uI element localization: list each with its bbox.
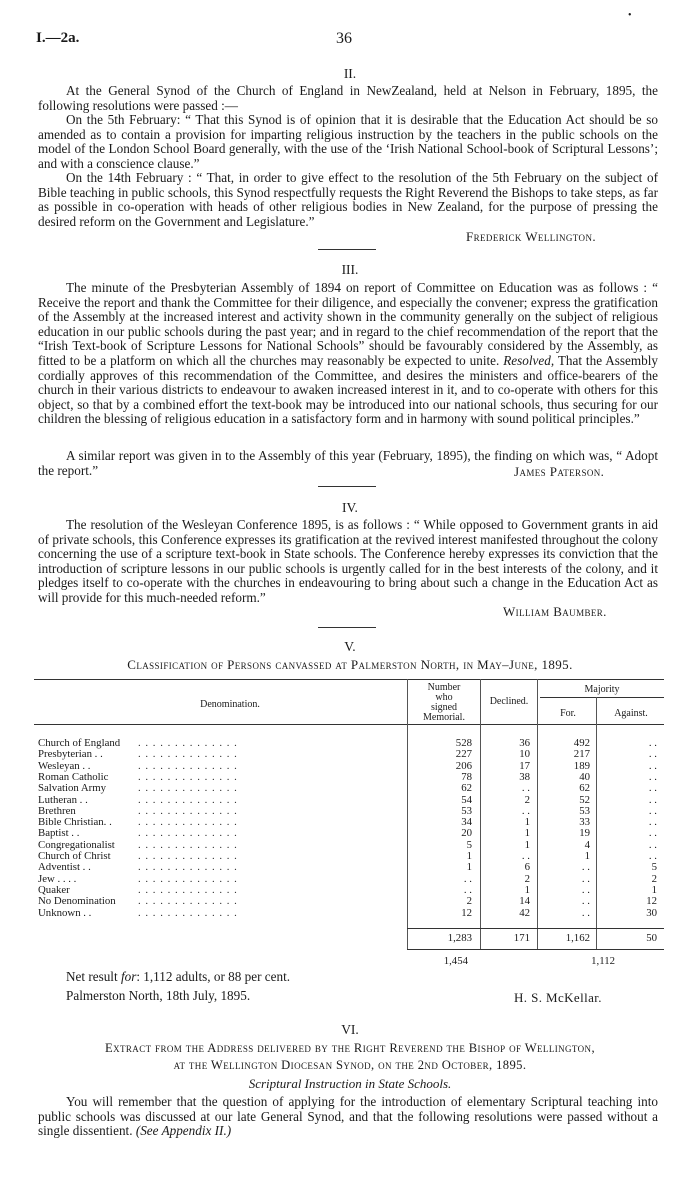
corner-mark: • (628, 10, 632, 21)
row-leader-dots: . . . . . . . . . . . . . . (138, 793, 238, 806)
row-denomination: Brethren (38, 804, 76, 817)
cell-against: 12 (646, 895, 657, 908)
col-divider (537, 679, 538, 949)
row-denomination: Church of England (38, 737, 121, 749)
section-iii-similar-report: A similar report was given in to the Assembly of this year (February, 1895), the finding on which was, “ Adopt the report.” (38, 448, 658, 478)
cell-signed: 227 (455, 748, 472, 761)
row-leader-dots: . . . . . . . . . . . . . . (138, 770, 238, 783)
section-ii-resolution-14th: On the 14th February : “ That, in order to give effect to the resolution of the 5th February on the subject of Bible teaching in public schools, this Synod respectfully requests the Right Reverend the Bishops to take steps, as far as possible in co-operation with heads of other religious bodies in New Zealand, for the purpose of pressing the desired reform on the Government and Legislature.” (38, 170, 658, 229)
row-leader-dots: . . . . . . . . . . . . . . (138, 827, 238, 840)
section-vi-heading: VI. (341, 1022, 359, 1037)
cell-signed: 20 (461, 827, 472, 840)
row-denomination: Lutheran . . (38, 793, 88, 806)
section-ii-resolution-5th: On the 5th February: “ That this Synod is of opinion that it is desirable that the Education Act should be so amended as to contain a provision for imparting religious instruction by the teachers in the public schools on the model of the London School Board generally, with the use of the ‘Irish National School-book of Scriptural Lessons’; and with a conscience clause.” (38, 112, 658, 171)
section-divider (318, 627, 376, 628)
row-denomination: No Denomination (38, 895, 116, 908)
section-iv-heading: IV. (342, 500, 358, 515)
section-divider (318, 249, 376, 250)
cell-for: 40 (579, 770, 590, 783)
header-signed (410, 683, 478, 723)
address-subtitle: Scriptural Instruction in State Schools. (248, 1076, 452, 1091)
header-signed-line: Memorial. (423, 712, 465, 723)
cell-for: 1 (584, 850, 590, 862)
cell-for: . . (581, 895, 590, 908)
section-ii-heading: II. (343, 66, 357, 81)
cell-declined: . . (521, 782, 530, 795)
section-iii-minute-part1: The minute of the Presbyterian Assembly of 1894 on report of Committee on Education was as follows : “ Receive the report and thank the Committee for their diligence, and especially the convener; express the gratification of the Assembly at the increased interest and activity shown in the community generally on the subject of religious education in our public schools during the past year; and in regard to the chief recommendation of the report that the “Irish Text-book of Scripture Lessons for National Schools” should be favourably considered by the Assembly, as fitted to be a platform on which all the churches may reasonably be expected to unite. (38, 280, 658, 368)
cell-declined: 1 (524, 838, 530, 851)
signature-mckellar: H. S. McKellar. (514, 990, 602, 1005)
row-leader-dots: . . . . . . . . . . . . . . (138, 816, 238, 829)
section-ii-intro: At the General Synod of the Church of England in NewZealand, held at Nelson in February, 1895, the following resolutions were passed :— (38, 83, 658, 113)
address-caption-line1: Extract from the Address delivered by the Right Reverend the Bishop of Wellington, (105, 1041, 595, 1055)
row-leader-dots: . . . . . . . . . . . . . . (138, 782, 238, 795)
header-signed-line: who (435, 692, 453, 703)
cell-declined: . . (521, 850, 530, 862)
cell-declined: 36 (519, 737, 530, 749)
cell-signed: 528 (455, 737, 472, 749)
row-denomination: Baptist . . (38, 827, 80, 840)
total-against: 50 (646, 932, 657, 944)
net-result (66, 970, 466, 985)
cell-against: . . (648, 850, 657, 862)
row-leader-dots: . . . . . . . . . . . . . . (138, 861, 238, 874)
row-leader-dots: . . . . . . . . . . . . . . (138, 872, 238, 885)
total-signed: 1,283 (447, 932, 472, 944)
row-denomination: Roman Catholic (38, 770, 109, 783)
cell-for: 62 (579, 782, 590, 795)
cell-declined: . . (521, 804, 530, 817)
row-leader-dots: . . . . . . . . . . . . . . (138, 838, 238, 851)
cell-for: 53 (579, 804, 590, 817)
row-denomination: Adventist . . (38, 861, 91, 874)
cell-against: . . (648, 748, 657, 761)
row-denomination: Unknown . . (38, 906, 92, 919)
row-denomination: Presbyterian . . (38, 748, 103, 761)
row-leader-dots: . . . . . . . . . . . . . . (138, 759, 238, 772)
total-for: 1,162 (565, 932, 590, 944)
cell-signed: 62 (461, 782, 472, 795)
cell-for: . . (581, 861, 590, 874)
cell-against: . . (648, 782, 657, 795)
cell-against: 2 (651, 872, 657, 885)
cell-signed: 1 (466, 850, 472, 862)
cell-for: . . (581, 872, 590, 885)
cell-for: . . (581, 883, 590, 896)
row-denomination: Quaker (38, 883, 70, 896)
net-result-for: for (120, 969, 137, 984)
row-leader-dots: . . . . . . . . . . . . . . (138, 737, 238, 749)
table-header-rule (34, 724, 664, 725)
signature-william-baumber: William Baumber. (503, 604, 607, 619)
cell-declined: 14 (519, 895, 530, 908)
section-iv-resolution: The resolution of the Wesleyan Conference 1895, is as follows : “ While opposed to Government grants in aid of private schools, this Conference expresses its gratification at the revived interest manifested throughout the colony concerning the use of a scripture text-book in State schools. The Conference hereby expresses its conviction that the introduction of scripture lessons in our public schools is urgently called for in the best interests of the colony, and it pledges itself to co-operate with the churches in endeavouring to bring about such a change in the Education Act as will provide for this much-needed reform.” (38, 517, 658, 605)
section-divider (318, 486, 376, 487)
cell-against: . . (648, 737, 657, 749)
row-leader-dots: . . . . . . . . . . . . . . (138, 804, 238, 817)
cell-against: . . (648, 770, 657, 783)
cell-signed: 206 (455, 759, 472, 772)
cell-against: . . (648, 759, 657, 772)
appendix-reference: (See Appendix II.) (135, 1123, 232, 1139)
header-for: For. (560, 708, 576, 719)
address-paragraph-text: You will remember that the question of applying for the introduction of elementary Scriptural teaching into public schools was discussed at our late General Synod, and that the following resolutions were passed without a single dissentient. (38, 1094, 658, 1139)
header-signed-line: signed (430, 702, 458, 713)
col-divider (596, 697, 597, 949)
header-against: Against. (614, 708, 648, 719)
row-leader-dots: . . . . . . . . . . . . . . (138, 906, 238, 919)
resolved-word: Resolved, (503, 352, 555, 368)
grand-rule (407, 949, 664, 950)
header-signed-line: Number (427, 682, 461, 693)
section-iii-minute (38, 281, 658, 427)
row-leader-dots: . . . . . . . . . . . . . . (138, 850, 238, 862)
place-date: Palmerston North, 18th July, 1895. (66, 988, 251, 1003)
cell-against: 5 (651, 861, 657, 874)
cell-for: 189 (573, 759, 590, 772)
cell-against: 30 (646, 906, 657, 919)
cell-declined: 2 (524, 793, 530, 806)
row-denomination: Bible Christian. . (38, 816, 112, 829)
cell-against: 1 (651, 883, 657, 896)
row-denomination: Wesleyan . . (38, 759, 91, 772)
header-declined: Declined. (489, 696, 529, 707)
cell-signed: 54 (461, 793, 472, 806)
address-caption-line2: at the Wellington Diocesan Synod, on the 2nd October, 1895. (173, 1058, 527, 1072)
net-result-value: : 1,112 adults, or 88 per cent. (136, 969, 291, 984)
cell-for: 19 (579, 827, 590, 840)
header-denomination: Denomination. (200, 699, 260, 710)
cell-against: . . (648, 827, 657, 840)
row-denomination: Jew . . . . (38, 872, 77, 885)
cell-for: 217 (573, 748, 590, 761)
cell-declined: 1 (524, 883, 530, 896)
cell-signed: 12 (461, 906, 472, 919)
cell-declined: 1 (524, 816, 530, 829)
cell-for: 492 (573, 737, 590, 749)
header-majority: Majority (584, 684, 620, 695)
row-leader-dots: . . . . . . . . . . . . . . (138, 748, 238, 761)
cell-against: . . (648, 793, 657, 806)
cell-for: 52 (579, 793, 590, 806)
cell-signed: 2 (466, 895, 472, 908)
cell-signed: 5 (466, 838, 472, 851)
section-v-heading: V. (344, 639, 356, 654)
cell-for: . . (581, 906, 590, 919)
totals-rule (407, 928, 664, 929)
cell-signed: 1 (466, 861, 472, 874)
cell-against: . . (648, 816, 657, 829)
cell-for: 4 (584, 838, 590, 851)
address-paragraph (38, 1095, 658, 1139)
section-iii-heading: III. (341, 262, 359, 277)
table-top-rule (34, 679, 664, 680)
page-number: 36 (336, 30, 352, 47)
row-denomination: Congregationalist (38, 838, 115, 851)
row-leader-dots: . . . . . . . . . . . . . . (138, 895, 238, 908)
cell-signed: 53 (461, 804, 472, 817)
signature-frederick-wellington: Frederick Wellington. (466, 229, 596, 244)
signature-james-paterson: James Paterson. (514, 464, 605, 479)
cell-signed: . . (463, 883, 472, 896)
cell-signed: 78 (461, 770, 472, 783)
cell-signed: . . (463, 872, 472, 885)
cell-declined: 1 (524, 827, 530, 840)
document-reference: I.—2a. (36, 30, 80, 46)
row-leader-dots: . . . . . . . . . . . . . . (138, 883, 238, 896)
row-denomination: Salvation Army (38, 782, 107, 795)
cell-declined: 6 (524, 861, 530, 874)
cell-declined: 17 (519, 759, 530, 772)
col-divider (407, 679, 408, 949)
cell-declined: 2 (524, 872, 530, 885)
cell-against: . . (648, 804, 657, 817)
col-divider (480, 679, 481, 949)
grand-total-left: 1,454 (443, 955, 468, 967)
total-declined: 171 (513, 932, 530, 944)
table-caption: Classification of Persons canvassed at Palmerston North, in May–June, 1895. (127, 657, 573, 672)
cell-declined: 38 (519, 770, 530, 783)
grand-total-right: 1,112 (591, 955, 615, 967)
cell-signed: 34 (461, 816, 472, 829)
cell-declined: 42 (519, 906, 530, 919)
cell-for: 33 (579, 816, 590, 829)
cell-against: . . (648, 838, 657, 851)
net-result-label: Net result (66, 969, 118, 984)
majority-subrule (540, 697, 664, 698)
row-denomination: Church of Christ (38, 850, 111, 862)
section-iii-minute-part2: That the Assembly cordially approves of this recommendation of the Committee, and desires the ministers and office-bearers of the church in their various districts to endeavour to awaken increased interest in it, and to co-operate with others for this object, so that by a combined effort the text-book may be introduced into our national schools, thus securing for our children the blessing of religious education in a satisfactory form and in harmony with sound political principles.” (38, 352, 658, 427)
cell-declined: 10 (519, 748, 530, 761)
